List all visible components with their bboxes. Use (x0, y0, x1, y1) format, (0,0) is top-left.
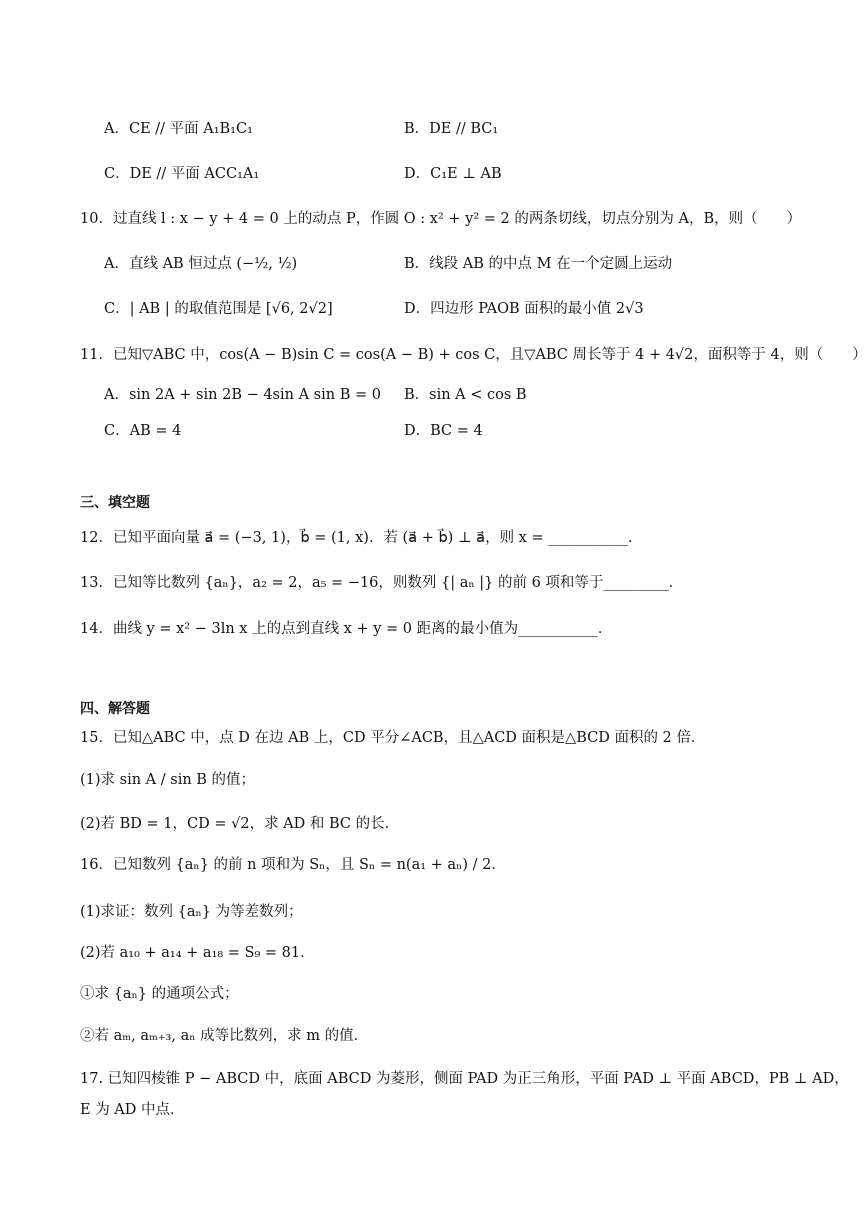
question-line: 11．已知▽ABC 中，cos(A − B)sin C = cos(A − B) + cos C，且▽ABC 周长等于 4 + 4√2，面积等于 4，则（ ） (80, 347, 867, 363)
option-row (104, 254, 824, 274)
question-line: 16．已知数列 {aₙ} 的前 n 项和为 Sₙ，且 Sₙ = n(a₁ + aₙ) / 2． (80, 857, 506, 873)
option-row (104, 421, 824, 441)
question-line: E 为 AD 中点． (80, 1102, 185, 1118)
question-line: 17. 已知四棱锥 P − ABCD 中，底面 ABCD 为菱形，侧面 PAD 为正三角形，平面 PAD ⊥ 平面 ABCD，PB ⊥ AD， (80, 1071, 849, 1087)
option-row (104, 164, 824, 184)
option-left: A．sin 2A + sin 2B − 4sin A sin B = 0 (104, 387, 381, 403)
option-right: D．BC = 4 (404, 423, 483, 439)
option-row (104, 299, 824, 319)
option-left: C．| AB | 的取值范围是 [√6, 2√2] (104, 301, 333, 317)
option-right: B．线段 AB 的中点 M 在一个定圆上运动 (404, 256, 673, 272)
question-line: ②若 aₘ, aₘ₊₃, aₙ 成等比数列，求 m 的值． (80, 1028, 369, 1044)
question-line: (2)若 BD = 1，CD = √2，求 AD 和 BC 的长． (80, 816, 400, 832)
section-heading: 四、解答题 (80, 701, 150, 717)
option-right: B．DE // BC₁ (404, 121, 499, 137)
option-left: A．直线 AB 恒过点 (−½, ½) (104, 256, 298, 272)
section-heading: 三、填空题 (80, 495, 150, 511)
option-left: A．CE // 平面 A₁B₁C₁ (104, 121, 253, 137)
option-row (104, 119, 824, 139)
question-line: 10．过直线 l : x − y + 4 = 0 上的动点 P，作圆 O : x² + y² = 2 的两条切线，切点分别为 A，B，则（ ） (80, 211, 802, 227)
question-line: 12．已知平面向量 a⃗ = (−3, 1)，b⃗ = (1, x)．若 (a⃗ + b⃗) ⊥ a⃗，则 x = ___________． (80, 530, 643, 546)
option-left: C．AB = 4 (104, 423, 182, 439)
question-line: 15．已知△ABC 中，点 D 在边 AB 上，CD 平分∠ACB，且△ACD 面积是△BCD 面积的 2 倍． (80, 730, 706, 746)
question-line: 13．已知等比数列 {aₙ}，a₂ = 2，a₅ = −16，则数列 {| aₙ |} 的前 6 项和等于_________． (80, 575, 684, 591)
question-line: (1)求 sin A / sin B 的值； (80, 772, 256, 788)
option-right: D．C₁E ⊥ AB (404, 166, 502, 182)
question-line: 14．曲线 y = x² − 3ln x 上的点到直线 x + y = 0 距离的最小值为___________． (80, 621, 613, 637)
option-left: C．DE // 平面 ACC₁A₁ (104, 166, 260, 182)
option-right: D．四边形 PAOB 面积的最小值 2√3 (404, 301, 644, 317)
option-right: B．sin A < cos B (404, 387, 527, 403)
question-line: (2)若 a₁₀ + a₁₄ + a₁₈ = S₉ = 81． (80, 945, 315, 961)
question-line: (1)求证：数列 {aₙ} 为等差数列； (80, 904, 303, 920)
question-line: ①求 {aₙ} 的通项公式； (80, 986, 239, 1002)
option-row (104, 385, 824, 405)
